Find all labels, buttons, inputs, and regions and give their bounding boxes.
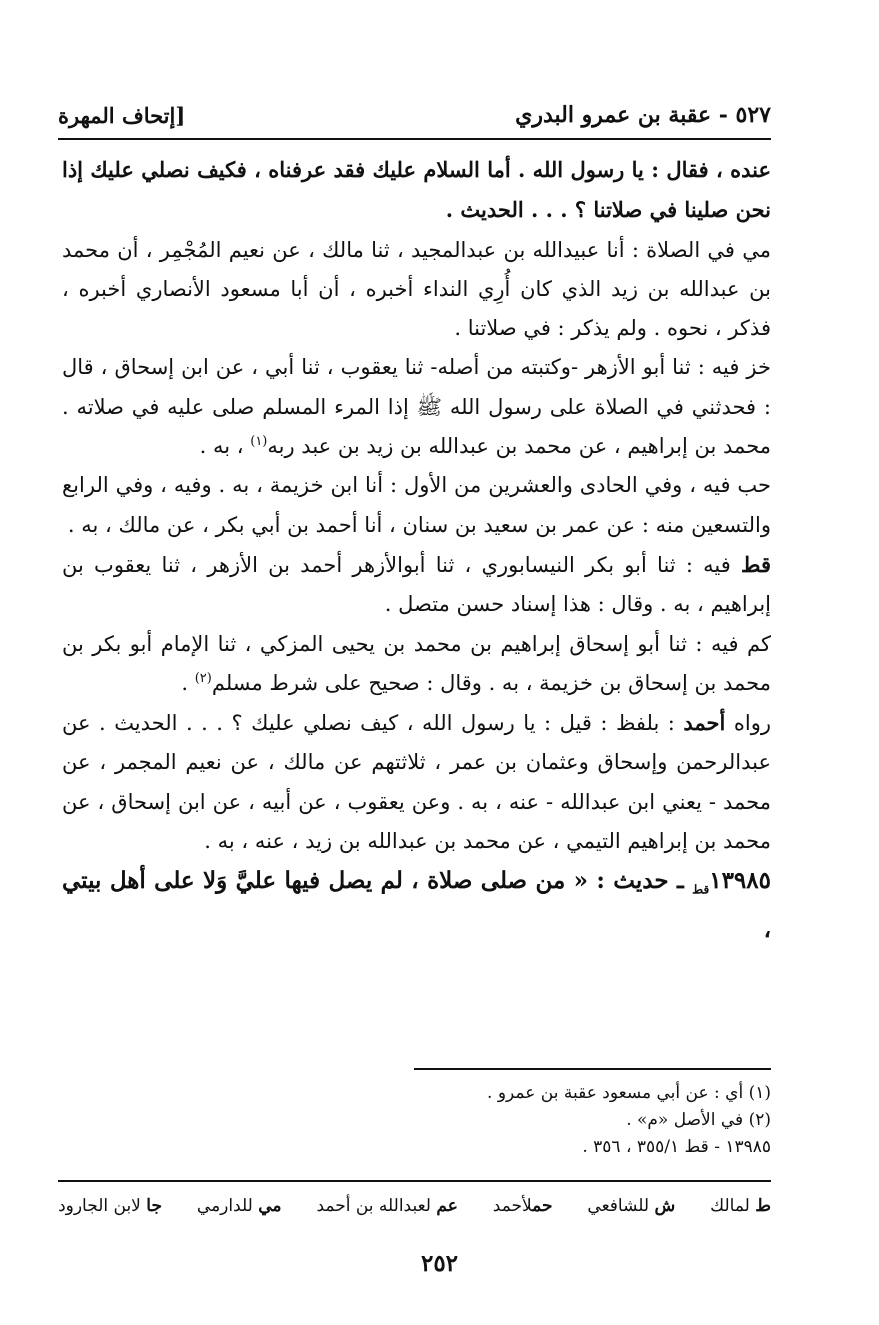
footnote-ref-1: (١) xyxy=(250,434,268,450)
main-text xyxy=(62,150,771,950)
page-number: ٢٥٢ xyxy=(420,1250,459,1277)
paragraph-6 xyxy=(62,625,771,704)
paragraph-3-end: ، به . xyxy=(199,434,251,459)
paragraph-3-text: خز فيه : ثنا أبو الأزهر -وكتبته من أصله- ثنا يعقوب ، ثنا أبي ، عن ابن إسحاق ، قال : فحدثني في الصلاة على رسول الله ﷺ إذا المرء المسلم صلى عليه في صلاته . محمد بن إبراهيم ، عن محمد بن عبدالله بن زيد بن عبد ربه xyxy=(62,355,771,459)
paragraph-4-text: حب فيه ، وفي الحادى والعشرين من الأول : أنا ابن خزيمة ، به . وفيه ، وفي الرابع والتسعين منه : عن عمر بن سعيد بن سنان ، أنا أحمد بن أبي بكر ، عن مالك ، به . xyxy=(62,473,771,537)
hadith-source-code: قط xyxy=(692,882,710,897)
paragraph-7-pre: رواه xyxy=(725,711,771,736)
abbreviation-text: لعبدالله بن أحمد xyxy=(316,1196,437,1216)
abbreviation-item xyxy=(58,1196,162,1216)
abbreviation-text: للشافعي xyxy=(587,1196,655,1216)
abbreviation-code: ط xyxy=(755,1196,771,1216)
paragraph-6-end: . xyxy=(181,670,195,695)
paragraph-1 xyxy=(62,150,771,231)
abbreviation-item xyxy=(197,1196,282,1216)
paragraph-3 xyxy=(62,348,771,466)
paragraph-5-text: فيه : ثنا أبو بكر النيسابوري ، ثنا أبوالأزهر أحمد بن الأزهر ، ثنا يعقوب بن إبراهيم ، به . وقال : هذا إسناد حسن متصل . xyxy=(62,552,771,617)
abbreviation-text: لمالك xyxy=(710,1196,756,1216)
footnote-divider xyxy=(414,1068,771,1070)
footnotes xyxy=(414,1080,771,1161)
abbreviation-code: عم xyxy=(436,1196,458,1216)
paragraph-2 xyxy=(62,231,771,349)
page-header xyxy=(58,88,771,128)
abbreviations-divider xyxy=(58,1180,771,1182)
book-title: [إتحاف المهرة xyxy=(58,103,186,128)
abbreviation-code: حم xyxy=(532,1196,553,1216)
paragraph-6-text: كم فيه : ثنا أبو إسحاق إبراهيم بن محمد بن يحيى المزكي ، ثنا الإمام أبو بكر بن محمد بن إسحاق بن خزيمة ، به . وقال : صحيح على شرط مسلم xyxy=(62,631,771,695)
abbreviation-text: للدارمي xyxy=(196,1196,259,1216)
paragraph-1-text: عنده ، فقال : يا رسول الله . أما السلام عليك فقد عرفناه ، فكيف نصلي عليك إذا نحن صلينا في صلاتنا ؟ . . . الحديث . xyxy=(62,157,771,223)
paragraph-4 xyxy=(62,466,771,545)
abbreviation-code: جا xyxy=(146,1196,162,1216)
hadith-heading xyxy=(62,861,771,949)
footnote-2: (٢) في الأصل «م» . xyxy=(626,1110,771,1130)
narrator-name: أحمد xyxy=(683,710,726,736)
footnote-1: (١) أي : عن أبي مسعود عقبة بن عمرو . xyxy=(487,1083,771,1103)
abbreviation-text: لأحمد xyxy=(492,1196,533,1216)
header-divider xyxy=(58,138,771,140)
abbreviation-code: ش xyxy=(654,1196,676,1216)
hadith-text: ـ حديث : « من صلى صلاة ، لم يصل فيها عليَّ وَلا على أهل بيتي ، xyxy=(62,867,771,944)
footnote-3: ١٣٩٨٥ - قط ٣٥٥/١ ، ٣٥٦ . xyxy=(582,1137,771,1157)
abbreviation-item xyxy=(316,1196,457,1216)
hadith-number: ١٣٩٨٥ xyxy=(709,867,771,895)
abbreviation-code: مي xyxy=(258,1196,282,1216)
paragraph-5 xyxy=(62,545,771,625)
abbreviation-item xyxy=(710,1196,771,1216)
running-title: ٥٢٧ - عقبة بن عمرو البدري xyxy=(515,102,771,128)
abbreviation-item xyxy=(587,1196,675,1216)
abbreviations-key xyxy=(58,1196,771,1216)
source-code-qt: قط xyxy=(741,551,771,577)
footnote-ref-2: (٢) xyxy=(194,670,212,686)
paragraph-7 xyxy=(62,703,771,861)
abbreviation-item xyxy=(493,1196,553,1216)
paragraph-2-text: مي في الصلاة : أنا عبيدالله بن عبدالمجيد ، ثنا مالك ، عن نعيم المُجْمِر ، أن محمد بن عبدالله بن زيد الذي كان أُرِي النداء أخبره ، أن أبا مسعود الأنصاري أخبره ، فذكر ، نحوه . ولم يذكر : في صلاتنا . xyxy=(62,237,771,341)
paragraph-7-text: : بلفظ : قيل : يا رسول الله ، كيف نصلي عليك ؟ . . . الحديث . عن عبدالرحمن وإسحاق وعثمان بن عمر ، ثلاثتهم عن مالك ، عن نعيم المجمر ، عن محمد - يعني ابن عبدالله - عنه ، به . وعن يعقوب ، عن أبيه ، عن ابن إسحاق ، عن محمد بن إبراهيم التيمي ، عن محمد بن عبدالله بن زيد ، عنه ، به . xyxy=(62,711,771,854)
abbreviation-text: لابن الجارود xyxy=(58,1196,147,1216)
